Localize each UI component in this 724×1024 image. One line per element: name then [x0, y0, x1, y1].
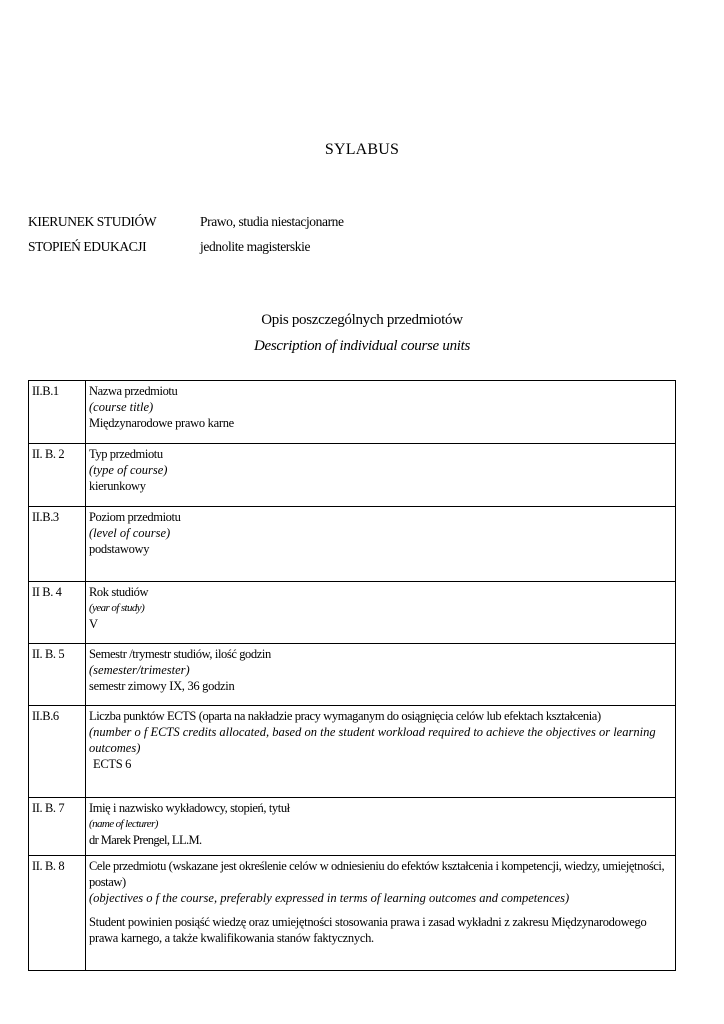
- row-content: [86, 798, 676, 856]
- table-row: [29, 644, 676, 706]
- table-row: [29, 507, 676, 582]
- description-heading-pl: Opis poszczególnych przedmiotów: [261, 312, 463, 328]
- row-label: Semestr /trymestr studiów, ilość godzin: [89, 647, 271, 661]
- meta-key: KIERUNEK STUDIÓW: [28, 214, 157, 229]
- row-label: Nazwa przedmiotu: [89, 384, 178, 398]
- meta-value: Prawo, studia niestacjonarne: [200, 214, 344, 229]
- row-content: [86, 644, 676, 706]
- meta-row-field-of-study: [28, 214, 344, 230]
- row-code: II. B. 7: [29, 798, 86, 856]
- row-label: Rok studiów: [89, 585, 149, 599]
- table-row: [29, 444, 676, 507]
- row-content: [86, 444, 676, 507]
- row-code: II. B. 5: [29, 644, 86, 706]
- row-label: Poziom przedmiotu: [89, 510, 181, 524]
- meta-key: STOPIEŃ EDUKACJI: [28, 239, 147, 254]
- row-value: ECTS 6: [93, 757, 132, 771]
- row-english: (semester/trimester): [89, 663, 190, 677]
- row-label: Typ przedmiotu: [89, 447, 163, 461]
- row-english: (type of course): [89, 463, 168, 477]
- row-label: Imię i nazwisko wykładowcy, stopień, tytuł: [89, 801, 290, 815]
- description-heading-en: Description of individual course units: [253, 338, 471, 354]
- table-row: [29, 381, 676, 444]
- row-english: (year of study): [89, 602, 145, 614]
- row-value: podstawowy: [89, 542, 150, 556]
- row-code: II B. 4: [29, 582, 86, 644]
- row-content: [86, 706, 676, 798]
- row-code: II.B.6: [29, 706, 86, 798]
- row-code: II. B. 8: [29, 856, 86, 971]
- row-code: II.B.1: [29, 381, 86, 444]
- table-row: [29, 706, 676, 798]
- row-content: [86, 856, 676, 971]
- row-value: dr Marek Prengel, LL.M.: [89, 833, 202, 847]
- table-row: [29, 798, 676, 856]
- row-content: [86, 381, 676, 444]
- table-row: [29, 582, 676, 644]
- row-value: semestr zimowy IX, 36 godzin: [89, 679, 235, 693]
- row-label: Liczba punktów ECTS (oparta na nakładzie pracy wymaganym do osiągnięcia celów lub efektach kształcenia): [89, 709, 601, 723]
- row-content: [86, 582, 676, 644]
- table-row: [29, 856, 676, 971]
- row-value: V: [89, 617, 98, 631]
- document-title: SYLABUS: [324, 141, 400, 158]
- row-value: Student powinien posiąść wiedzę oraz umiejętności stosowania prawa i zasad wykładni z zakresu Międzynarodowego prawa karnego, a także kwalifikowania stanów faktycznych.: [89, 915, 647, 945]
- row-english: (course title): [89, 400, 154, 414]
- row-english: (number o f ECTS credits allocated, based on the student workload required to achieve the objectives or learning outcomes): [89, 725, 656, 755]
- row-english: (objectives o f the course, preferably expressed in terms of learning outcomes and competences): [89, 891, 570, 905]
- row-english: (level of course): [89, 526, 171, 540]
- row-label: Cele przedmiotu (wskazane jest określenie celów w odniesieniu do efektów kształcenia i kompetencji, wiedzy, umiejętności, postaw): [89, 859, 665, 889]
- row-value: Międzynarodowe prawo karne: [89, 416, 234, 430]
- row-code: II. B. 2: [29, 444, 86, 507]
- row-english: (name of lecturer): [89, 818, 158, 830]
- meta-value: jednolite magisterskie: [200, 239, 311, 254]
- row-value: kierunkowy: [89, 479, 146, 493]
- row-content: [86, 507, 676, 582]
- row-code: II.B.3: [29, 507, 86, 582]
- meta-row-education-level: [28, 239, 310, 255]
- course-units-table: [28, 380, 676, 971]
